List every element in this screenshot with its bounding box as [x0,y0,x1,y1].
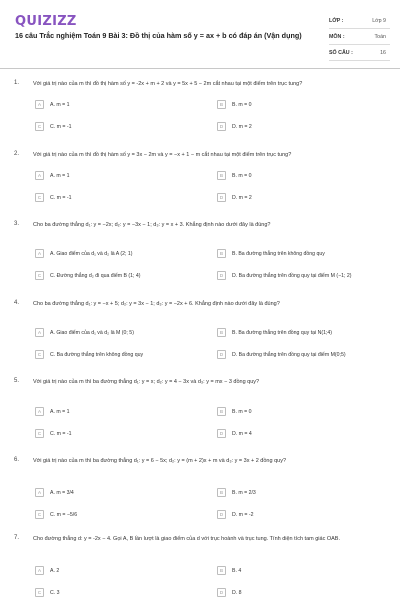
option-box: A [35,566,44,575]
option-b[interactable] [217,328,332,337]
option-box: B [217,100,226,109]
meta-class-key: LỚP : [329,17,344,24]
option-text: D. Ba đường thẳng trên đồng quy tại điểm M (−1; 2) [232,272,352,279]
option-box: A [35,249,44,258]
option-box: A [35,407,44,416]
option-box: C [35,193,44,202]
option-box: B [217,566,226,575]
option-text: A. m = 1 [50,101,70,108]
option-box: B [217,407,226,416]
option-text: A. m = 1 [50,172,70,179]
option-d[interactable] [217,271,351,280]
option-text: C. 3 [50,589,60,596]
option-text: C. m = -1 [50,430,72,437]
option-box: A [35,328,44,337]
option-text: C. m = -1 [50,123,72,130]
option-c[interactable] [35,588,60,597]
option-b[interactable] [217,249,325,258]
option-text: A. 2 [50,567,60,574]
option-text: B. m = 0 [232,408,252,415]
option-b[interactable] [217,566,241,575]
option-text: C. Đường thẳng d₂ đi qua điểm B (1; 4) [50,272,141,279]
option-text: D. m = -2 [232,511,254,518]
option-box: D [217,429,226,438]
option-a[interactable] [35,407,69,416]
option-text: A. Giao điểm của d₁ và d₂ là A (2; 1) [50,250,133,257]
question-number: 5. [14,378,20,384]
option-text: D. 8 [232,589,242,596]
option-text: B. 4 [232,567,242,574]
option-box: D [217,271,226,280]
option-text: A. m = 1 [50,408,70,415]
option-text: C. m = −5/6 [50,511,78,518]
question-text: Cho đường thẳng d: y = -2x − 4. Gọi A, B lần lượt là giao điểm của d với trục hoành và trục tung. Tính diện tích tam giác OAB. [33,536,340,542]
option-text: B. Ba đường thẳng trên đồng quy tại N(1;4) [232,329,333,336]
option-box: B [217,171,226,180]
option-box: C [35,350,44,359]
option-box: B [217,328,226,337]
option-d[interactable] [217,588,242,597]
worksheet-meta [329,13,390,61]
question-text: Với giá trị nào của m thì ba đường thẳng d₁: y = 6 − 5x; d₂: y = (m + 2)x + m và d₃: y = 3x + 2 đồng quy? [33,458,286,464]
option-box: D [217,510,226,519]
option-text: D. m = 2 [232,194,252,201]
option-a[interactable] [35,100,69,109]
option-box: D [217,122,226,131]
option-box: C [35,271,44,280]
question-number: 1. [14,80,20,86]
option-c[interactable] [35,122,71,131]
option-c[interactable] [35,271,141,280]
question-number: 2. [14,151,20,157]
option-d[interactable] [217,193,252,202]
option-text: B. m = 0 [232,172,252,179]
option-d[interactable] [217,122,252,131]
question-text: Với giá trị nào của m thì đồ thị hàm số y = 3x − 2m và y = −x + 1 − m cắt nhau tại một điểm trên trục tung? [33,152,292,158]
option-box: C [35,122,44,131]
meta-subject-key: MÔN : [329,33,345,40]
option-text: C. Ba đường thẳng trên không đồng quy [50,351,144,358]
option-box: C [35,588,44,597]
option-b[interactable] [217,488,256,497]
option-c[interactable] [35,510,77,519]
option-b[interactable] [217,171,251,180]
option-c[interactable] [35,350,143,359]
option-box: C [35,429,44,438]
option-text: D. m = 4 [232,430,252,437]
option-text: C. m = -1 [50,194,72,201]
option-d[interactable] [217,429,252,438]
meta-subject-row [329,29,390,45]
option-box: C [35,510,44,519]
header-divider [0,68,400,69]
option-b[interactable] [217,100,251,109]
option-text: A. m = 3/4 [50,489,74,496]
option-box: A [35,100,44,109]
option-a[interactable] [35,328,134,337]
option-box: D [217,193,226,202]
option-d[interactable] [217,510,253,519]
option-box: B [217,249,226,258]
option-text: D. Ba đường thẳng trên đồng quy tại điểm M(0;5) [232,351,346,358]
quizizz-logo: QUIZIZZ [15,14,77,29]
option-text: B. m = 2/3 [232,489,256,496]
question-text: Cho ba đường thẳng d₁: y = −x + 5; d₂: y = 3x − 1; d₃: y = −2x + 6. Khẳng định nào dưới đây là đúng? [33,301,280,307]
meta-count-value: 16 [380,49,386,56]
question-text: Cho ba đường thẳng d₁: y = −2x; d₂: y = −3x − 1; d₃: y = x + 3. Khẳng định nào dưới đây là đúng? [33,222,271,228]
question-text: Với giá trị nào của m thì đồ thị hàm số y = -2x + m + 2 và y = 5x + 5 − 2m cắt nhau tại một điểm trên trục tung? [33,81,303,87]
option-box: B [217,488,226,497]
option-text: A. Giao điểm của d₁ và d₂ là M (0; 5) [50,329,134,336]
option-a[interactable] [35,566,59,575]
meta-count-key: SỐ CÂU : [329,49,353,56]
option-c[interactable] [35,193,71,202]
option-box: A [35,171,44,180]
question-number: 7. [14,535,20,541]
question-number: 6. [14,457,20,463]
meta-class-row [329,13,390,29]
option-b[interactable] [217,407,251,416]
option-text: B. Ba đường thẳng trên không đồng quy [232,250,325,257]
option-text: B. m = 0 [232,101,252,108]
option-d[interactable] [217,350,346,359]
option-a[interactable] [35,249,132,258]
worksheet-header [0,0,400,68]
option-box: A [35,488,44,497]
option-box: D [217,350,226,359]
question-number: 3. [14,221,20,227]
option-a[interactable] [35,171,69,180]
worksheet-title: 16 câu Trắc nghiệm Toán 9 Bài 3: Đồ thị của hàm số y = ax + b có đáp án (Vận dụng) [15,31,302,40]
question-number: 4. [14,300,20,306]
option-c[interactable] [35,429,71,438]
meta-subject-value: Toán [374,33,386,40]
meta-class-value: Lớp 9 [372,17,386,24]
option-box: D [217,588,226,597]
option-text: D. m = 2 [232,123,252,130]
option-a[interactable] [35,488,74,497]
question-text: Với giá trị nào của m thì ba đường thẳng d₁: y = x; d₂: y = 4 − 3x và d₃: y = mx − 3 đồng quy? [33,379,260,385]
meta-count-row [329,45,390,61]
